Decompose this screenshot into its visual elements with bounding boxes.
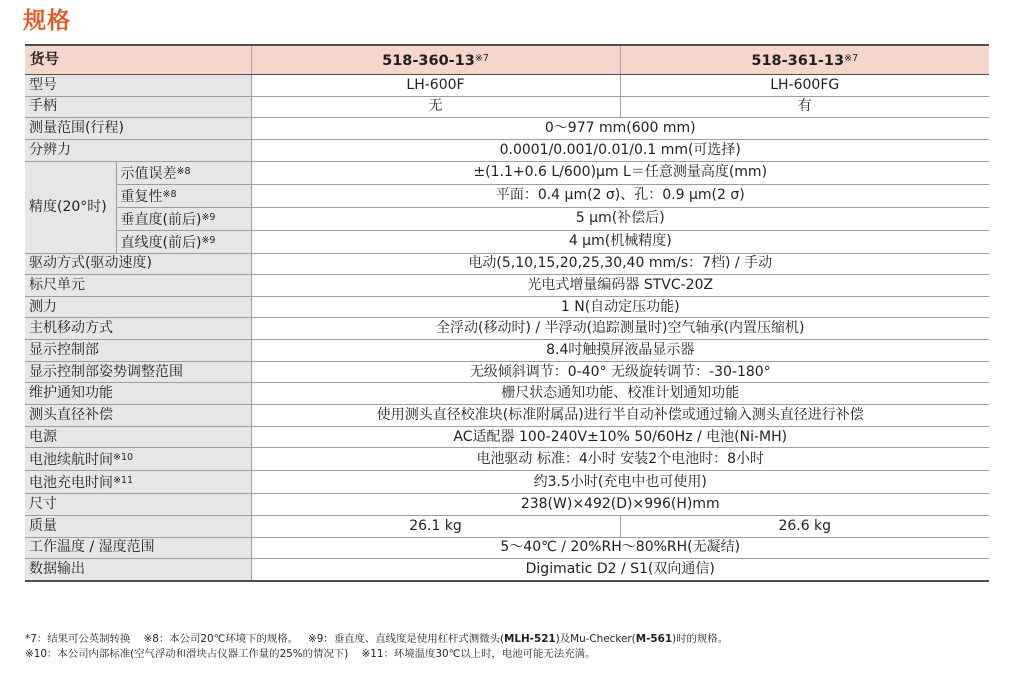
table-row <box>25 253 989 275</box>
row-value: 4 μm(机械精度) <box>251 230 989 253</box>
table-row <box>25 118 989 140</box>
table-header-row <box>25 45 989 75</box>
header-label: 货号 <box>25 45 251 75</box>
table-row <box>25 559 989 581</box>
row-value: 约3.5小时(充电中也可使用) <box>251 471 989 494</box>
row-value: 栅尺状态通知功能、校准计划通知功能 <box>251 383 989 405</box>
row-value-a: 无 <box>251 96 620 118</box>
table-row <box>25 139 989 161</box>
table-row <box>25 426 989 448</box>
row-value: 1 N(自动定压功能) <box>251 296 989 318</box>
row-value: AC适配器 100-240V±10% 50/60Hz / 电池(Ni-MH) <box>251 426 989 448</box>
row-value: 5 μm(补偿后) <box>251 207 989 230</box>
table-row <box>25 184 989 207</box>
table-row <box>25 296 989 318</box>
table-row <box>25 161 989 184</box>
row-label: 数据输出 <box>25 559 251 581</box>
header-model-b: 518-361-13$^{※7}$ <box>620 45 989 75</box>
row-sublabel: 垂直度(前后)$^{※9}$ <box>116 207 251 230</box>
row-label: 测量范围(行程) <box>25 118 251 140</box>
row-label: 电池充电时间$^{※11}$ <box>25 471 251 494</box>
row-value: 光电式增量编码器 STVC-20Z <box>251 275 989 297</box>
row-label: 显示控制部姿势调整范围 <box>25 361 251 383</box>
row-label: 电池续航时间$^{※10}$ <box>25 448 251 471</box>
table-row <box>25 207 989 230</box>
row-value: 无级倾斜调节：0-40° 无级旋转调节：-30-180° <box>251 361 989 383</box>
table-row <box>25 75 989 97</box>
row-label: 主机移动方式 <box>25 318 251 340</box>
row-label: 维护通知功能 <box>25 383 251 405</box>
row-sublabel: 直线度(前后)$^{※9}$ <box>116 230 251 253</box>
table-row <box>25 361 989 383</box>
row-value-b: 26.6 kg <box>620 515 989 537</box>
row-label: 型号 <box>25 75 251 97</box>
footnote-7: *7：结果可公英制转换 <box>25 633 131 645</box>
accuracy-group-label: 精度(20°时) <box>25 161 116 253</box>
row-value-a: 26.1 kg <box>251 515 620 537</box>
row-value: Digimatic D2 / S1(双向通信) <box>251 559 989 581</box>
row-value: 5～40℃ / 20%RH～80%RH(无凝结) <box>251 537 989 559</box>
footnote-line-1 <box>25 632 995 647</box>
row-value-b: 有 <box>620 96 989 118</box>
footnote-8: ※8：本公司20℃环境下的规格。 <box>143 633 299 645</box>
row-label: 标尺单元 <box>25 275 251 297</box>
spec-table <box>25 44 989 582</box>
footnote-11: ※11：环境温度30℃以上时，电池可能无法充满。 <box>361 648 596 660</box>
header-model-a: 518-360-13$^{※7}$ <box>251 45 620 75</box>
row-label: 显示控制部 <box>25 340 251 362</box>
row-value: 238(W)×492(D)×996(H)mm <box>251 494 989 516</box>
row-sublabel: 示值误差$^{※8}$ <box>116 161 251 184</box>
footnotes <box>25 632 995 662</box>
table-row <box>25 448 989 471</box>
row-value: 平面：0.4 μm(2 σ)、孔：0.9 μm(2 σ) <box>251 184 989 207</box>
row-label: 工作温度 / 湿度范围 <box>25 537 251 559</box>
page-title: 规格 <box>23 8 71 34</box>
table-row <box>25 318 989 340</box>
row-label: 测力 <box>25 296 251 318</box>
row-value: 使用测头直径校准块(标准附属品)进行半自动补偿或通过输入测头直径进行补偿 <box>251 405 989 427</box>
row-label: 分辨力 <box>25 139 251 161</box>
row-value-b: LH-600FG <box>620 75 989 97</box>
table-row <box>25 383 989 405</box>
row-value: 电动(5,10,15,20,25,30,40 mm/s：7档) / 手动 <box>251 253 989 275</box>
row-label: 手柄 <box>25 96 251 118</box>
footnote-10: ※10：本公司内部标准(空气浮动和滑块占仪器工作量的25%的情况下) <box>25 648 349 660</box>
footnote-9: ※9：垂直度、直线度是使用杠杆式测微头(MLH-521)及Mu-Checker(M-561)时的规格。 <box>307 633 729 645</box>
row-label: 质量 <box>25 515 251 537</box>
table-row <box>25 471 989 494</box>
table-row <box>25 537 989 559</box>
table-row <box>25 494 989 516</box>
table-row <box>25 275 989 297</box>
row-label: 电源 <box>25 426 251 448</box>
row-value: ±(1.1+0.6 L/600)μm L＝任意测量高度(mm) <box>251 161 989 184</box>
table-row <box>25 230 989 253</box>
table-row <box>25 515 989 537</box>
footnote-line-2 <box>25 647 995 662</box>
table-row <box>25 405 989 427</box>
row-sublabel: 重复性$^{※8}$ <box>116 184 251 207</box>
row-value-a: LH-600F <box>251 75 620 97</box>
row-label: 尺寸 <box>25 494 251 516</box>
row-value: 0.0001/0.001/0.01/0.1 mm(可选择) <box>251 139 989 161</box>
row-label: 测头直径补偿 <box>25 405 251 427</box>
row-value: 0～977 mm(600 mm) <box>251 118 989 140</box>
table-row <box>25 96 989 118</box>
row-label: 驱动方式(驱动速度) <box>25 253 251 275</box>
row-value: 电池驱动 标准：4小时 安装2个电池时：8小时 <box>251 448 989 471</box>
table-row <box>25 340 989 362</box>
row-value: 全浮动(移动时) / 半浮动(追踪测量时)空气轴承(内置压缩机) <box>251 318 989 340</box>
row-value: 8.4吋触摸屏液晶显示器 <box>251 340 989 362</box>
